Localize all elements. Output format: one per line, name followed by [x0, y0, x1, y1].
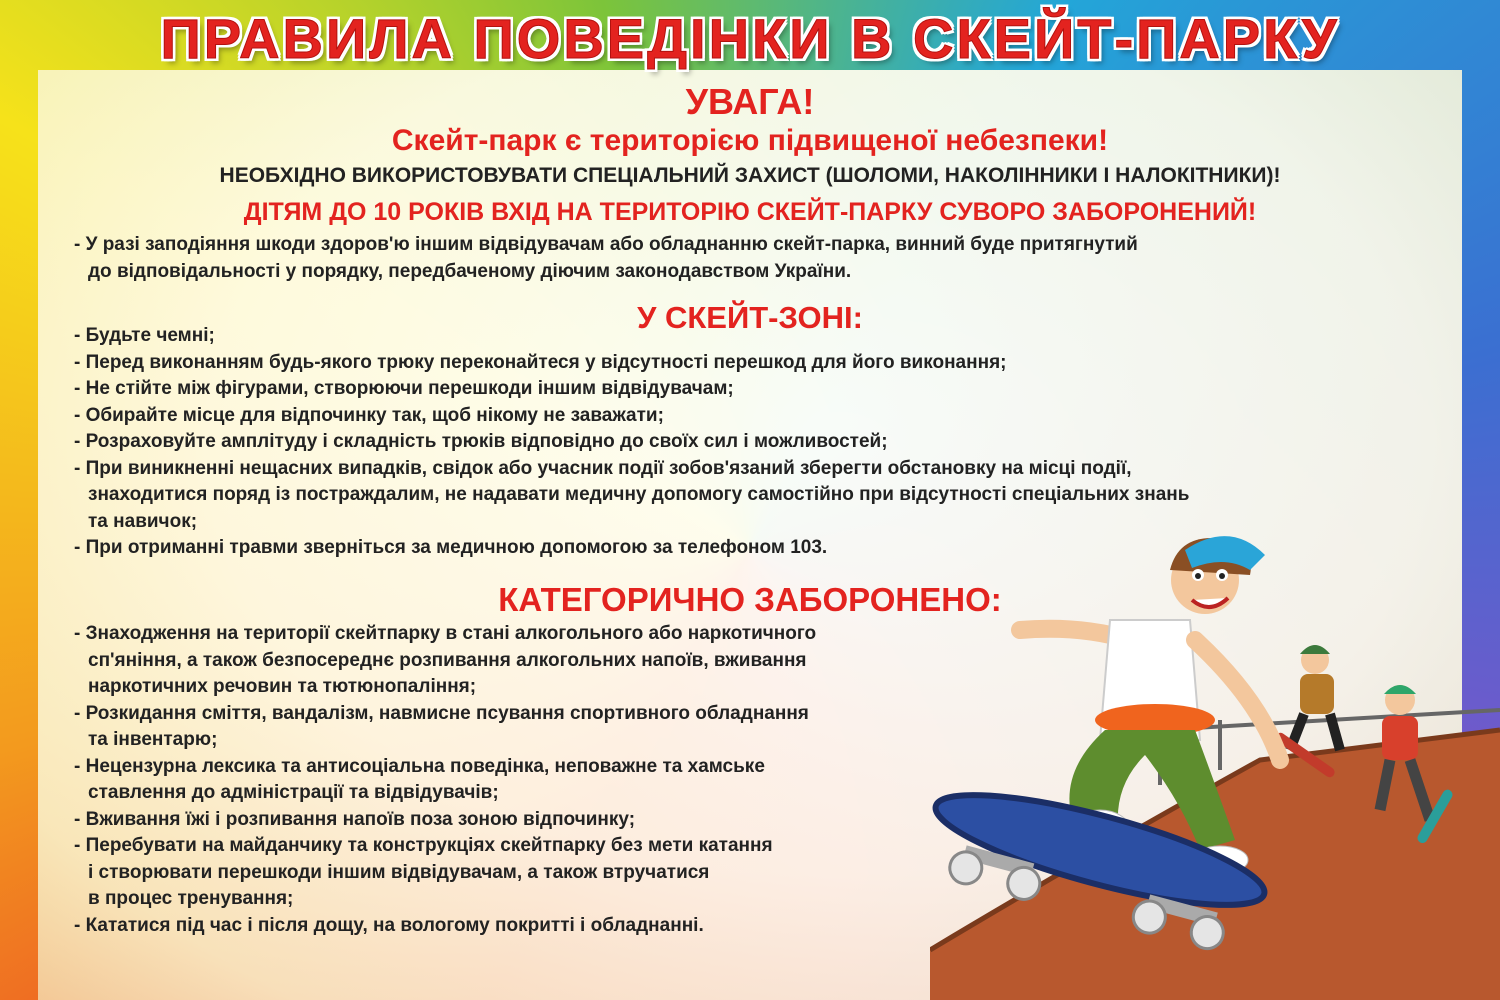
- list-item: - Кататися під час і після дощу, на вологому покритті і обладнанні.: [74, 914, 704, 936]
- list-item: - Вживання їжі і розпивання напоїв поза зоною відпочинку;: [74, 808, 636, 830]
- protection-notice: НЕОБХІДНО ВИКОРИСТОВУВАТИ СПЕЦІАЛЬНИЙ ЗАХИСТ (ШОЛОМИ, НАКОЛІННИКИ І НАЛОКІТНИКИ)!: [219, 164, 1281, 187]
- zone-rules-list: [74, 323, 1189, 562]
- list-item: - У разі заподіяння шкоди здоров'ю іншим відвідувачам або обладнанню скейт-парка, винний буде притягнутий: [74, 234, 1138, 255]
- list-item: та навичок;: [88, 510, 198, 532]
- forbidden-rules-list: [74, 621, 816, 939]
- list-item: - Перебувати на майданчику та конструкціях скейтпарку без мети катання: [74, 835, 773, 856]
- forbidden-heading: КАТЕГОРИЧНО ЗАБОРОНЕНО:: [498, 581, 1002, 618]
- list-item: і створювати перешкоди іншим відвідувачам, а також втручатися: [88, 861, 710, 883]
- list-item: - При виникненні нещасних випадків, свідок або учасник події зобов'язаний зберегти обстановку на місці події,: [74, 457, 1132, 479]
- list-item: наркотичних речовин та тютюнопаління;: [88, 676, 477, 697]
- list-item: ставлення до адміністрації та відвідувачів;: [88, 782, 499, 803]
- skateboarders-illustration: [930, 530, 1500, 1000]
- list-item: - Нецензурна лексика та антисоціальна поведінка, неповажне та хамське: [74, 755, 765, 777]
- attention-heading: УВАГА!: [685, 81, 815, 122]
- list-item: - Не стійте між фігурами, створюючи перешкоди іншим відвідувачам;: [74, 378, 734, 399]
- list-item: до відповідальності у порядку, передбаченому діючим законодавством України.: [88, 260, 852, 282]
- list-item: сп'яніння, а також безпосереднє розпивання алкогольних напоїв, вживання: [88, 649, 807, 671]
- list-item: та інвентарю;: [88, 729, 218, 750]
- list-item: - При отриманні травми зверніться за медичною допомогою за телефоном 103.: [74, 537, 828, 558]
- poster-title: ПРАВИЛА ПОВЕДІНКИ В СКЕЙТ-ПАРКУ: [160, 7, 1340, 70]
- list-item: - Розраховуйте амплітуду і складність трюків відповідно до своїх сил і можливостей;: [74, 431, 888, 452]
- zone-heading: У СКЕЙТ-ЗОНІ:: [637, 300, 863, 335]
- kids-warning: ДІТЯМ ДО 10 РОКІВ ВХІД НА ТЕРИТОРІЮ СКЕЙТ-ПАРКУ СУВОРО ЗАБОРОНЕНИЙ!: [243, 198, 1257, 226]
- list-item: - Розкидання сміття, вандалізм, навмисне псування спортивного обладнання: [74, 702, 809, 724]
- liability-notice: [74, 232, 1138, 285]
- list-item: знаходитися поряд із постраждалим, не надавати медичну допомогу самостійно при відсутності спеціальних знань: [88, 484, 1190, 505]
- list-item: - Перед виконанням будь-якого трюку переконайтеся у відсутності перешкод для його виконання;: [74, 351, 1007, 373]
- list-item: - Будьте чемні;: [74, 325, 215, 346]
- list-item: - Обирайте місце для відпочинку так, щоб нікому не заважати;: [74, 404, 664, 426]
- list-item: в процес тренування;: [88, 888, 294, 909]
- danger-notice: Скейт-парк є територією підвищеної небезпеки!: [391, 124, 1109, 157]
- list-item: - Знаходження на території скейтпарку в стані алкогольного або наркотичного: [74, 623, 817, 644]
